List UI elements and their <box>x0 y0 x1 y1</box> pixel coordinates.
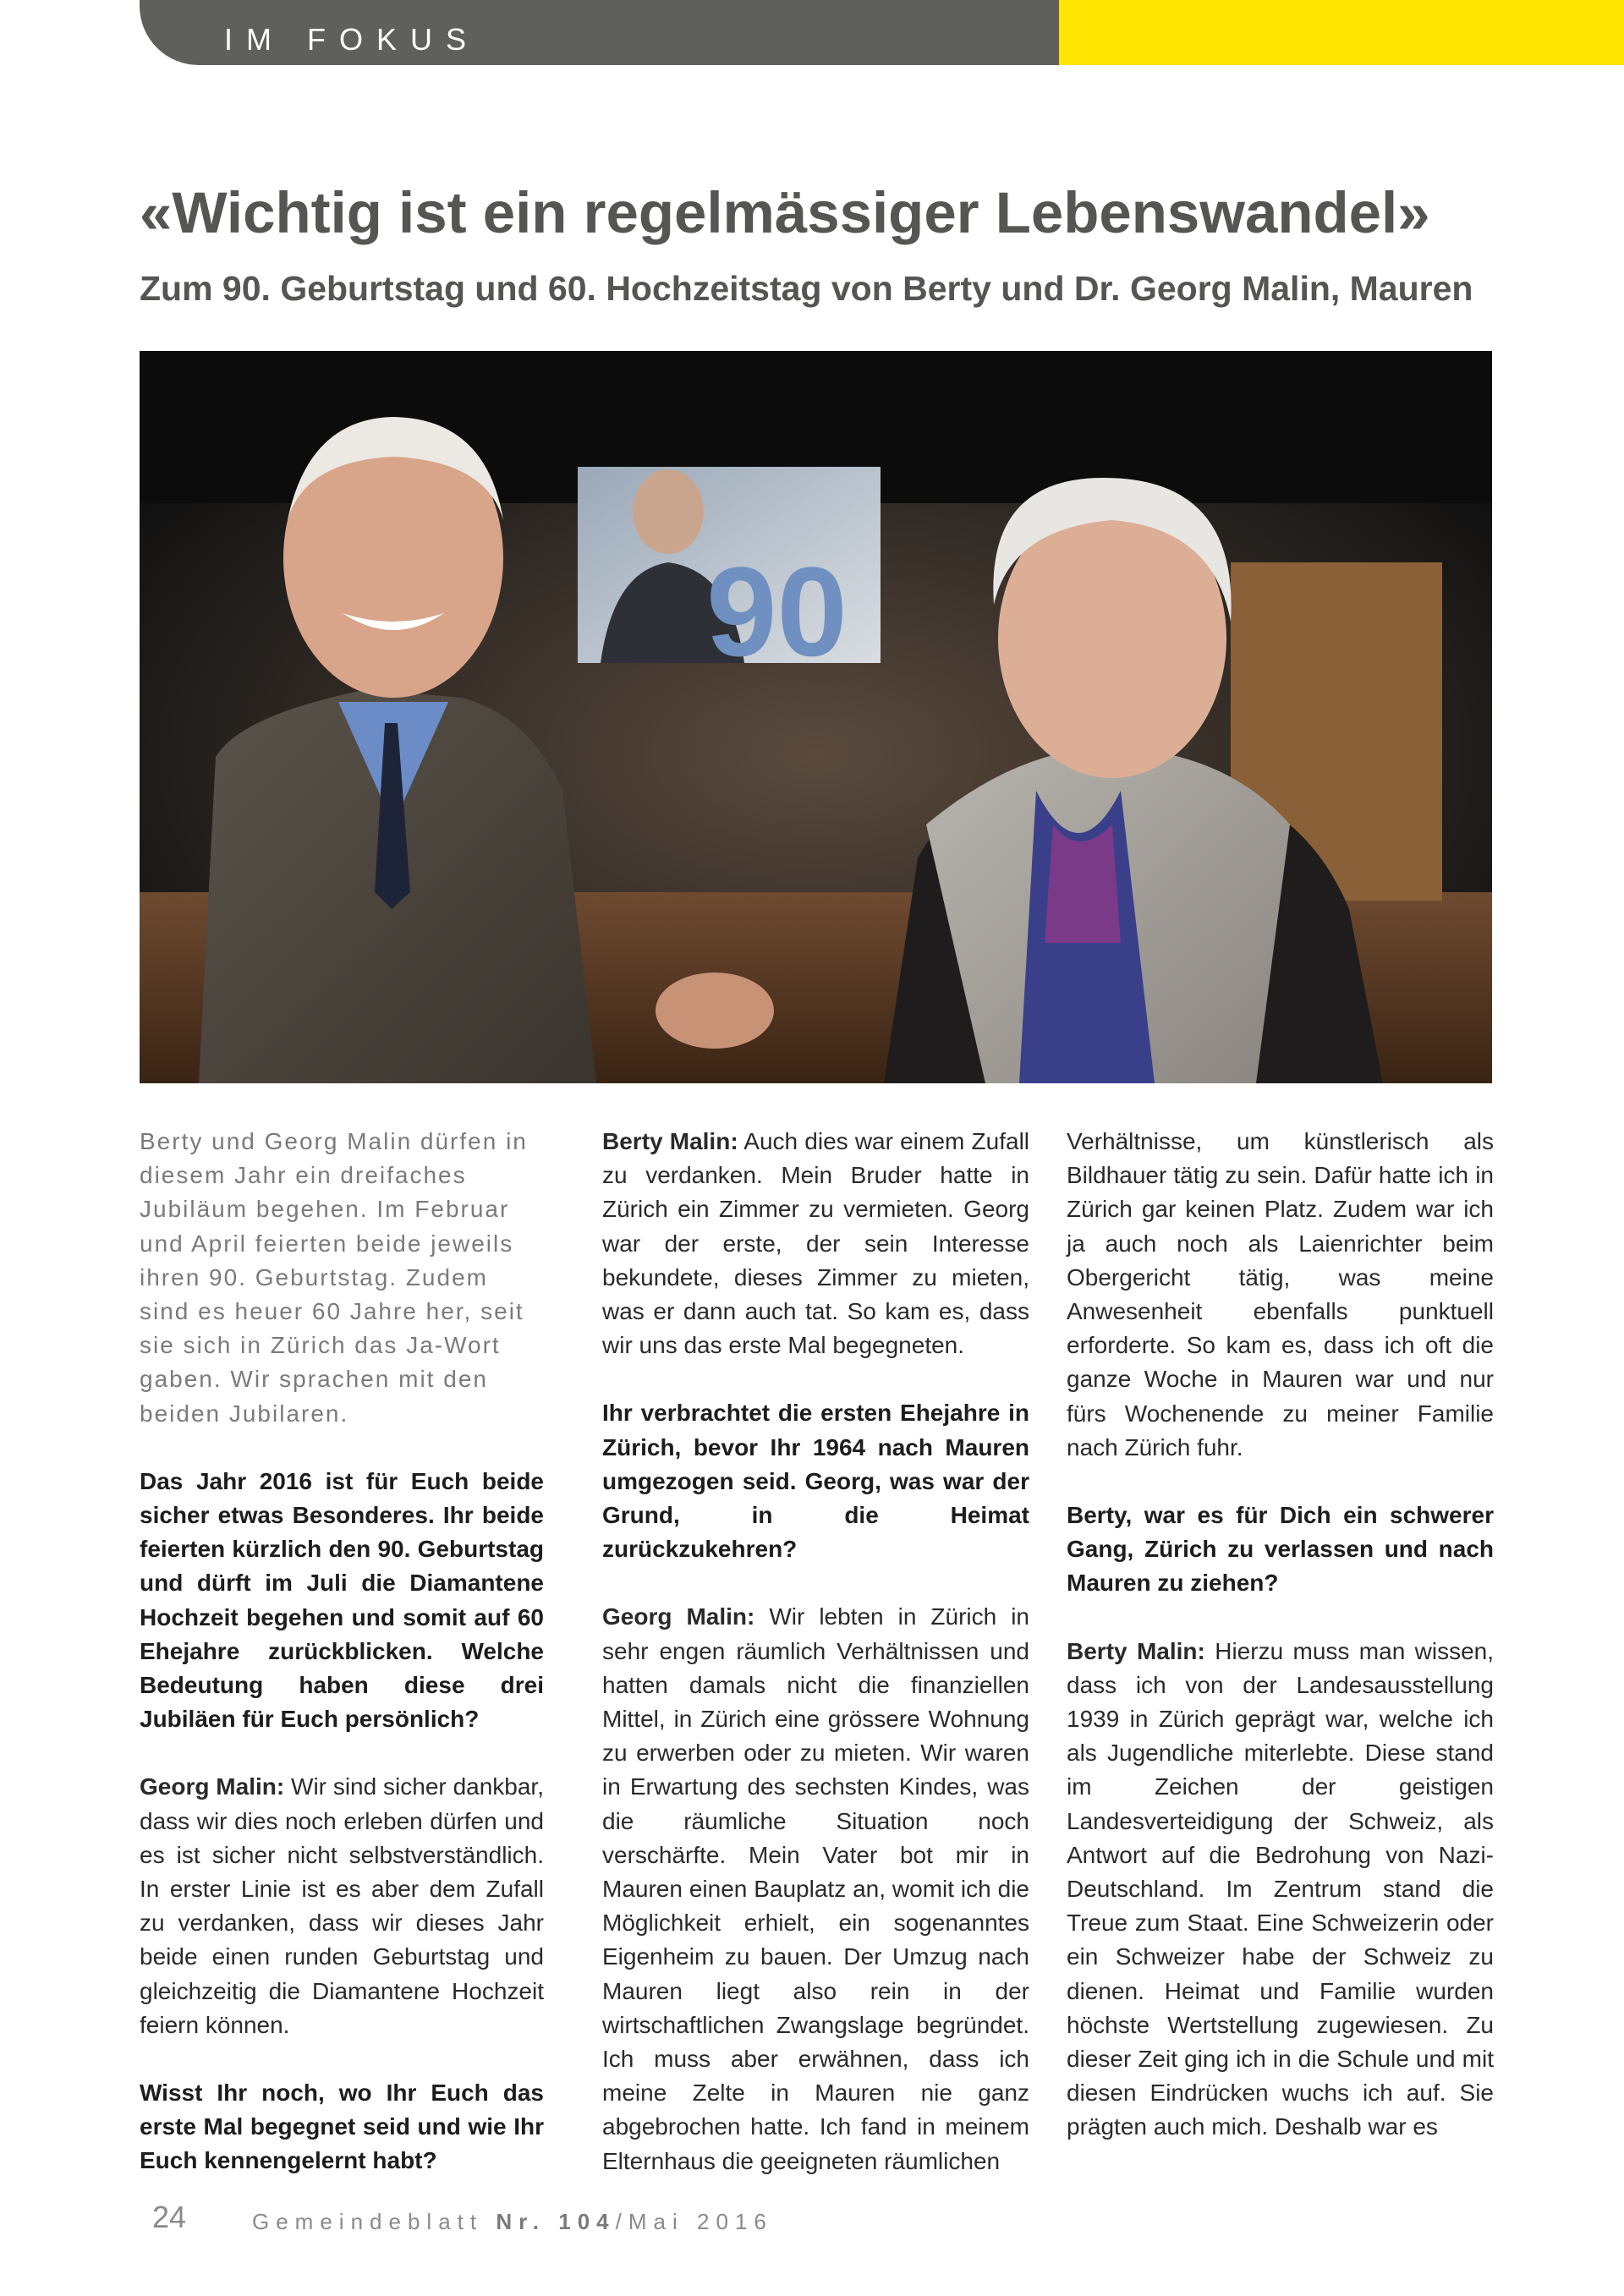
answer-text: Wir sind sicher dankbar, dass wir dies noch erleben dürfen und es ist sicher nicht selbstverständlich. In erster Linie ist es aber dem Zufall zu verdanken, dass wir dieses Jahr beide einen runden Geburtstag und gleichzeitig die Diamantene Hochzeit feiern können. <box>140 1773 544 2038</box>
interview-answer <box>1067 1635 1494 2145</box>
header-accent-bar <box>1059 0 1624 65</box>
issue-date: /Mai 2016 <box>615 2209 773 2234</box>
screen-number: 90 <box>706 540 848 682</box>
answer-text: Hierzu muss man wissen, dass ich von der Landesausstellung 1939 in Zürich geprägt war, welche ich als Jugendliche miterlebte. Diese stand im Zeichen der geistigen Landesverteidigung der Schweiz, als Antwort auf die Bedrohung von Nazi-Deutschland. Im Zentrum stand die Treue zum Staat. Eine Schweizerin oder ein Schweizer habe der Schweiz zu dienen. Heimat und Familie wurden höchste Wertstellung zugewiesen. Zu dieser Zeit ging ich in die Schule und mit diesen Eindrücken wuchs ich auf. Sie prägten auch mich. Deshalb war es <box>1067 1637 1495 2140</box>
article-photo <box>140 351 1492 1083</box>
interview-question: Berty, war es für Dich ein schwerer Gang, Zürich zu verlassen und nach Mauren zu ziehen? <box>1067 1502 1494 1597</box>
article-title: «Wichtig ist ein regelmässiger Lebenswandel» <box>140 180 1430 245</box>
interview-answer <box>140 1770 544 2042</box>
answer-text: Wir lebten in Zürich in sehr engen räumlich Verhältnissen und hatten damals nicht die finanziellen Mittel, in Zürich eine grössere Wohnung zu erwerben oder zu mieten. Wir waren in Erwartung des sechsten Kindes, was die räumliche Situation noch verschärfte. Mein Vater bot mir in Mauren einen Bauplatz an, womit ich die Möglichkeit erhielt, ein sogenanntes Eigenheim zu bauen. Der Umzug nach Mauren liegt also rein in der wirtschaftlichen Zwangslage begründet. Ich muss aber erwähnen, dass ich meine Zelte in Mauren nie ganz abgebrochen hatte. Ich fand in meinem Elternhaus die geeigneten räumlichen <box>602 1603 1029 2174</box>
text-column-1 <box>140 1125 544 2212</box>
interview-question: Ihr verbrachtet die ersten Ehejahre in Zürich, bevor Ihr 1964 nach Mauren umgezogen seid. Georg, was war der Grund, in die Heimat zurückzukehren? <box>602 1400 1029 1563</box>
issue-label: Nr. 104 <box>496 2209 616 2234</box>
publication-name: Gemeindeblatt <box>252 2209 484 2234</box>
section-label: IM FOKUS <box>224 22 480 57</box>
speaker-name: Georg Malin: <box>140 1773 285 1800</box>
text-column-3 <box>1067 1125 1494 2178</box>
interview-answer <box>602 1125 1029 1362</box>
text-column-2 <box>602 1125 1029 2212</box>
speaker-name: Georg Malin: <box>602 1603 755 1630</box>
speaker-name: Berty Malin: <box>1067 1637 1205 1664</box>
interview-question: Wisst Ihr noch, wo Ihr Euch das erste Mal begegnet seid und wie Ihr Euch kennengelernt habt? <box>140 2080 544 2174</box>
footer-publication <box>252 2209 773 2235</box>
interview-answer <box>602 1600 1029 2178</box>
answer-text: Auch dies war einem Zufall zu verdanken. Mein Bruder hatte in Zürich ein Zimmer zu vermieten. Georg war der erste, der sein Interesse bekundete, dieses Zimmer zu mieten, was er dann auch tat. So kam es, dass wir uns das erste Mal begegneten. <box>602 1128 1030 1359</box>
article-subtitle: Zum 90. Geburtstag und 60. Hochzeitstag von Berty und Dr. Georg Malin, Mauren <box>140 269 1473 308</box>
answer-continuation: Verhältnisse, um künstlerisch als Bildhauer tätig zu sein. Dafür hatte ich in Zürich gar keinen Platz. Zudem war ich ja auch noch als Laienrichter beim Obergericht tätig, was meine Anwesenheit ebenfalls punktuell erforderte. So kam es, dass ich oft die ganze Woche in Mauren war und nur fürs Wochenende zu meiner Familie nach Zürich fuhr. <box>1067 1128 1494 1460</box>
interview-question: Das Jahr 2016 ist für Euch beide sicher etwas Besonderes. Ihr beide feierten kürzlich den 90. Geburtstag und dürft im Juli die Diamantene Hochzeit begehen und somit auf 60 Ehejahre zurückblicken. Welche Bedeutung haben diese drei Jubiläen für Euch persönlich? <box>140 1467 544 1733</box>
speaker-name: Berty Malin: <box>602 1128 738 1154</box>
page-number: 24 <box>152 2200 187 2234</box>
intro-paragraph: Berty und Georg Malin dürfen in diesem Jahr ein dreifaches Jubiläum begehen. Im Februar und April feierten beide jeweils ihren 90. Geburtstag. Zudem sind es heuer 60 Jahre her, seit sie sich in Zürich das Ja-Wort gaben. Wir sprachen mit den beiden Jubilaren. <box>140 1128 528 1427</box>
